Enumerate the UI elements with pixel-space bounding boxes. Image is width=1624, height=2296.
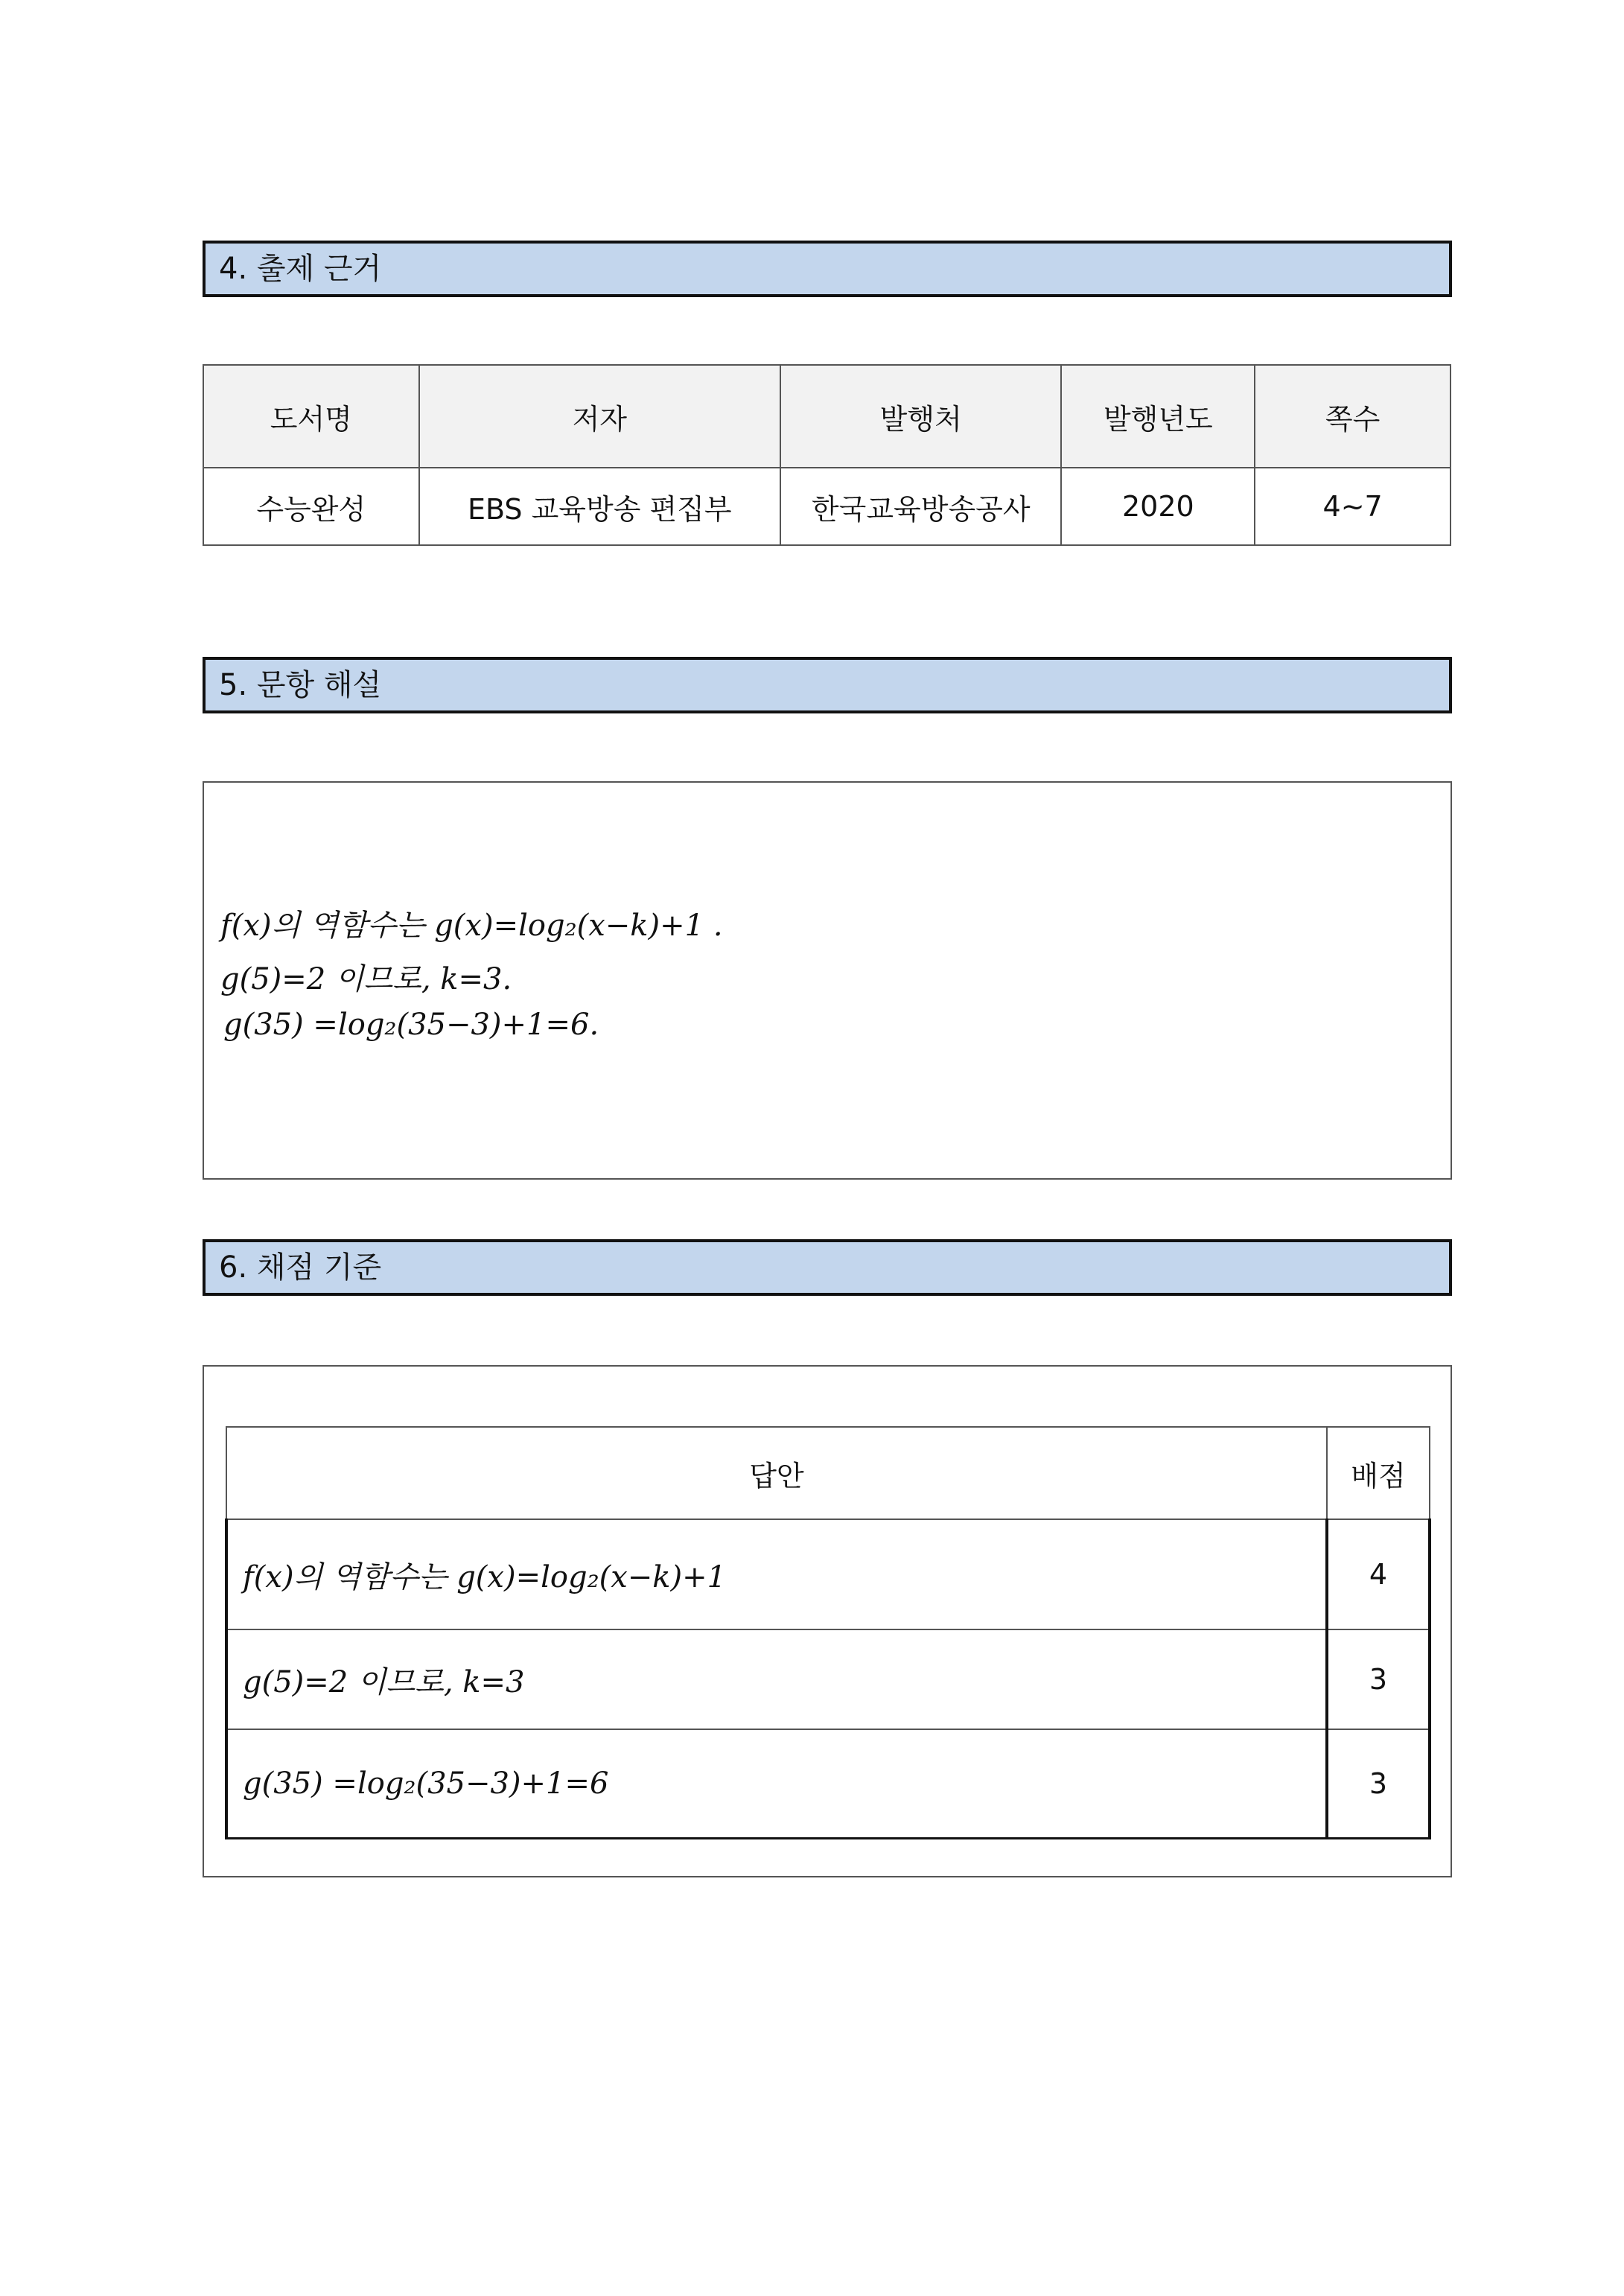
table-header-row (203, 365, 1451, 468)
points-cell: 3 (1327, 1729, 1430, 1838)
explanation-line: g(5)=2 이므로, k=3. (220, 962, 512, 996)
source-table (203, 364, 1451, 546)
table-header-row (226, 1427, 1430, 1519)
header-answer: 답안 (226, 1427, 1327, 1519)
section-title: 6. 채점 기준 (219, 1250, 382, 1285)
header-pages: 쪽수 (1255, 365, 1451, 468)
explanation-line: f(x)의 역함수는 g(x)=log₂(x−k)+1 . (220, 909, 723, 943)
header-year: 발행년도 (1061, 365, 1255, 468)
explanation-line: g(35) =log₂(35−3)+1=6. (223, 1008, 599, 1042)
table-row (226, 1519, 1430, 1629)
table-row (226, 1729, 1430, 1838)
cell-year: 2020 (1061, 468, 1255, 545)
grading-table (225, 1426, 1431, 1839)
points-cell: 4 (1327, 1519, 1430, 1629)
cell-publisher: 한국교육방송공사 (780, 468, 1061, 545)
section-header-explanation (203, 657, 1452, 713)
section-header-grading (203, 1239, 1452, 1296)
section-title: 5. 문항 해설 (219, 668, 382, 702)
table-row (226, 1629, 1430, 1729)
table-row (203, 468, 1451, 545)
cell-author: EBS 교육방송 편집부 (419, 468, 780, 545)
answer-cell: f(x)의 역함수는 g(x)=log₂(x−k)+1 (226, 1519, 1327, 1629)
header-author: 저자 (419, 365, 780, 468)
section-header-source (203, 241, 1452, 297)
header-book-title: 도서명 (203, 365, 419, 468)
answer-cell: g(5)=2 이므로, k=3 (226, 1629, 1327, 1729)
header-points: 배점 (1327, 1427, 1430, 1519)
cell-pages: 4~7 (1255, 468, 1451, 545)
header-publisher: 발행처 (780, 365, 1061, 468)
answer-cell: g(35) =log₂(35−3)+1=6 (226, 1729, 1327, 1838)
explanation-box (203, 781, 1452, 1180)
section-title: 4. 출제 근거 (219, 252, 382, 286)
cell-book-title: 수능완성 (203, 468, 419, 545)
grading-box (203, 1365, 1452, 1877)
points-cell: 3 (1327, 1629, 1430, 1729)
